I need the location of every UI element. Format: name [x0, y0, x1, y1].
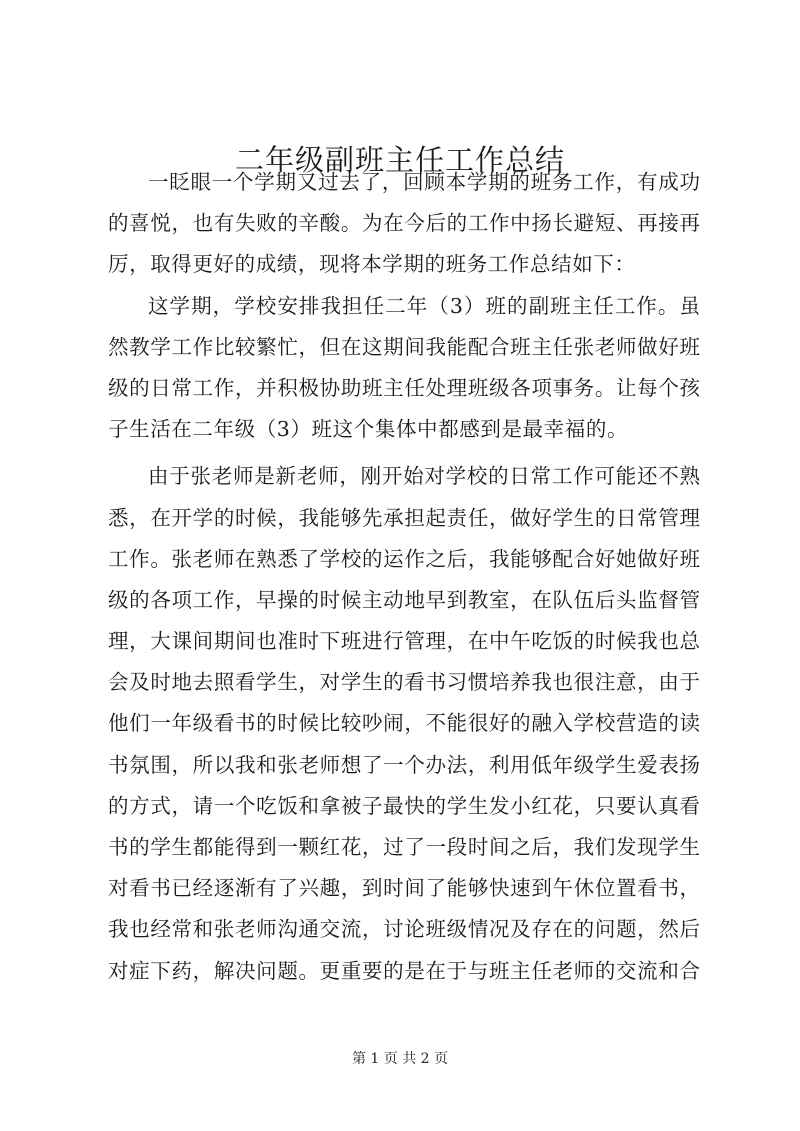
text-line: 对看书已经逐渐有了兴趣，到时间了能够快速到午休位置看书， — [108, 876, 700, 901]
text-line: 工作。张老师在熟悉了学校的运作之后，我能够配合好她做好班 — [108, 546, 700, 571]
page-number-footer: 第 1 页 共 2 页 — [351, 1051, 449, 1067]
text-line: 书氛围，所以我和张老师想了一个办法，利用低年级学生爱表扬 — [108, 752, 700, 777]
text-line: 我也经常和张老师沟通交流，讨论班级情况及存在的问题，然后 — [108, 917, 700, 942]
text-line: 级的各项工作，早操的时候主动地早到教室，在队伍后头监督管 — [108, 587, 700, 612]
text-line: 理，大课间期间也准时下班进行管理，在中午吃饭的时候我也总 — [108, 629, 700, 654]
text-line: 一眨眼一个学期又过去了，回顾本学期的班务工作，有成功 — [148, 170, 700, 194]
text-line: 对症下药，解决问题。更重要的是在于与班主任老师的交流和合 — [108, 958, 700, 983]
text-line: 他们一年级看书的时候比较吵闹，不能很好的融入学校营造的读 — [108, 711, 700, 736]
text-line: 的喜悦，也有失败的辛酸。为在今后的工作中扬长避短、再接再 — [108, 211, 700, 236]
text-line: 然教学工作比较繁忙，但在这期间我能配合班主任张老师做好班 — [108, 334, 700, 359]
text-line: 厉，取得更好的成绩，现将本学期的班务工作总结如下： — [108, 252, 636, 277]
paragraph-3 — [108, 456, 700, 991]
text-line: 的方式，请一个吃饭和拿被子最快的学生发小红花，只要认真看 — [108, 793, 700, 818]
text-line: 级的日常工作，并积极协助班主任处理班级各项事务。让每个孩 — [108, 375, 700, 400]
text-line: 这学期，学校安排我担任二年（3）班的副班主任工作。虽 — [148, 293, 700, 318]
text-line: 悉，在开学的时候，我能够先承担起责任，做好学生的日常管理 — [108, 505, 700, 530]
document-body — [108, 162, 700, 992]
text-line: 书的学生都能得到一颗红花，过了一段时间之后，我们发现学生 — [108, 835, 700, 859]
text-line: 子生活在二年级（3）班这个集体中都感到是最幸福的。 — [108, 417, 629, 442]
text-line: 会及时地去照看学生，对学生的看书习惯培养我也很注意，由于 — [108, 670, 700, 695]
document-title: 二年级副班主任工作总结 — [234, 143, 565, 177]
text-line: 由于张老师是新老师，刚开始对学校的日常工作可能还不熟 — [148, 464, 700, 489]
paragraph-1 — [108, 162, 700, 286]
paragraph-2 — [108, 286, 700, 451]
